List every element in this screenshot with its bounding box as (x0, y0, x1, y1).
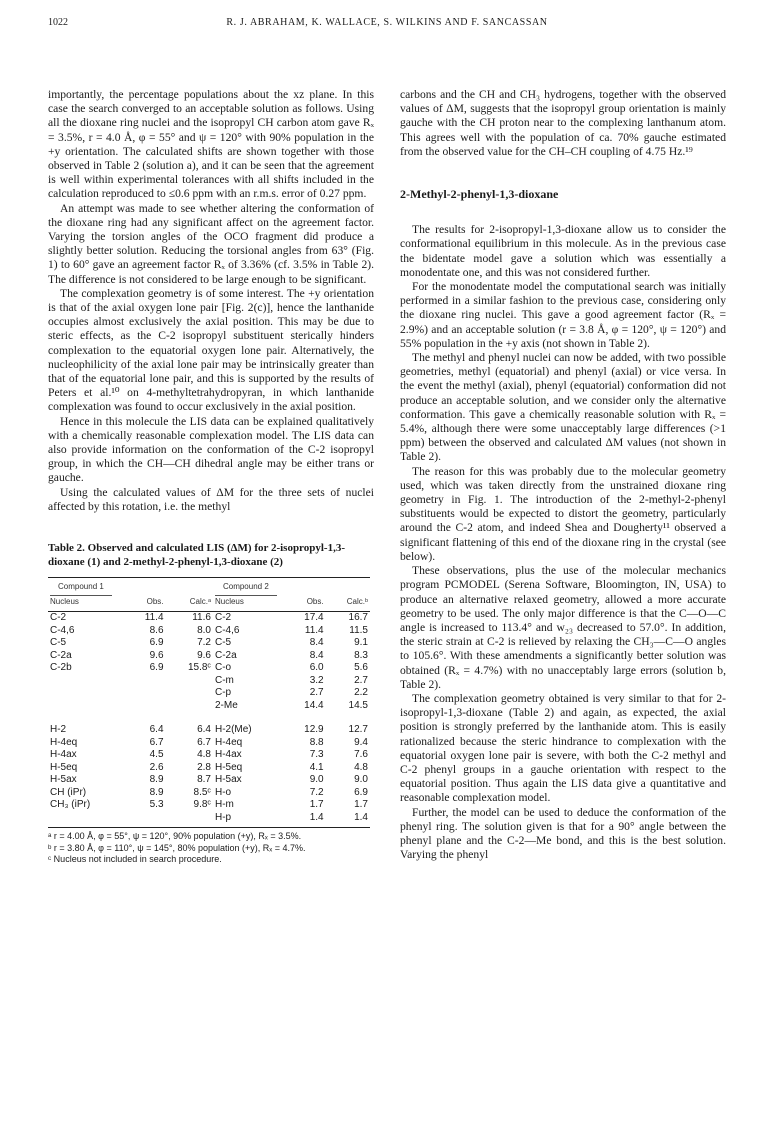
paragraph: Further, the model can be used to deduce the conformation of the phenyl ring. The solution given is that for a 90° angle between the phenyl plane and the C-2—Me bond, and this is the best solution. Varying the phenyl (400, 805, 726, 862)
table-cell: H-5eq (214, 761, 243, 773)
column-header: Calc.ᵃ (166, 596, 213, 612)
table-cell (48, 687, 126, 700)
table-cell: 8.8 (309, 736, 324, 748)
paragraph: The results for 2-isopropyl-1,3-dioxane allow us to consider the conformational equilibrium in this molecule. As in the previous case the bidentate model gave a solution which was essentially a monodentate one, and this was not considered further. (400, 223, 726, 279)
table-cell: 8.4 (309, 649, 324, 661)
section-heading: 2-Methyl-2-phenyl-1,3-dioxane (400, 187, 559, 202)
table-cell: C-2a (50, 649, 72, 661)
table-cell: C-2a (214, 649, 237, 661)
column-header: Calc.ᵇ (326, 596, 370, 612)
table-cell: H-p (213, 812, 284, 828)
table-cell: 4.8 (197, 749, 211, 761)
table-cell: 8.4 (309, 637, 324, 649)
table-cell: 1.7 (354, 799, 368, 811)
table-cell: 2.6 (149, 761, 164, 773)
table-row (48, 812, 370, 828)
table-cell (48, 675, 126, 688)
table-cell: 7.2 (197, 637, 211, 649)
paragraph: An attempt was made to see whether altering the conformation of the dioxane ring had any significant affect on the agreement factor. Varying the torsion angles of the OCO fragment did produce a slightly better solution. Reducing the torsional angles from 63° (Fig. 1) to 60° gave an agreement factor Rₓ of 3.36% (cf. 3.5% in Table 2). The difference is not considered to be large enough to be significant. (48, 201, 374, 286)
lis-table (48, 577, 370, 828)
table-cell: H-4eq (50, 736, 78, 748)
table-row (48, 799, 370, 812)
table-cell: C-4,6 (214, 624, 240, 636)
table-cell: 2.8 (197, 761, 211, 773)
table-row (48, 650, 370, 663)
page-number: 1022 (48, 17, 68, 28)
table-cell: 9.1 (354, 637, 368, 649)
table-cell: 6.7 (197, 736, 211, 748)
table-2 (48, 542, 374, 866)
paragraph: carbons and the CH and CH₃ hydrogens, together with the observed values of ΔM, suggests that the isopropyl group orientation is mainly gauche with the CH proton near to the complexing lanthanum atom. This agrees well with the population of ca. 70% gauche estimated from the observed value for the CH–CH coupling of 4.75 Hz.¹⁹ (400, 88, 726, 158)
table-cell: 4.8 (354, 761, 368, 773)
group-header-compound-1: Compound 1 (50, 581, 112, 596)
table-cell: 7.2 (309, 786, 324, 798)
table-cell (126, 812, 166, 828)
paragraph: The reason for this was probably due to the molecular geometry used, which was taken directly from the unstrained dioxane ring geometry in Fig. 1. The introduction of the 2-methyl-2-phenyl substituents would be expected to distort the geometry, particularly around the C-2 atom, and indeed Shea and Dougherty¹¹ observed a significant flattening of this end of the dioxane ring in the crystal (see below). (400, 464, 726, 563)
table-cell: C-5 (214, 637, 232, 649)
table-row (48, 774, 370, 787)
paragraph: The complexation geometry is of some interest. The +y orientation is that of the axial oxygen lone pair [Fig. 2(c)], hence the lanthanide occupies almost exclusively the axial position. This may be due to steric effects, as the C-2 isopropyl substituent sterically hinders complexation to the equatorial oxygen lone pair. Alternatively, the nucleophilicity of the axial lone pair may be intrinsically greater than that of the equatorial lone pair, and this is supported by the results of Peters et al.¹⁰ on 4-methyltetrahydropyran, in which lanthanide complexation was found to occur exclusively in the axial position. (48, 286, 374, 414)
table-row (48, 749, 370, 762)
right-column (400, 88, 726, 862)
table-cell: 17.4 (304, 612, 324, 624)
table-cell: C-2 (214, 612, 232, 624)
table-cell: 8.9 (149, 786, 164, 798)
table-cell: 2.7 (309, 687, 324, 699)
paragraph: The complexation geometry obtained is very similar to that for 2-isopropyl-1,3-dioxane (Table 2) and again, as expected, the axial position is strongly preferred by the lanthanide atom. This is easily rationalized because the steric hindrance to complexation with the equatorial oxygen lone pair is severe, with both the C-2 methyl and C-2 phenyl groups in a gauche orientation with respect to the equatorial position. Thus again the LIS data give a quantitative and reasonable complexation model. (400, 691, 726, 805)
table-footnotes (48, 831, 374, 866)
table-cell: C-2 (50, 612, 67, 624)
table-cell: H-m (214, 799, 234, 811)
table-cell (48, 700, 126, 713)
left-column (48, 88, 374, 866)
page-header (48, 17, 726, 33)
column-header: Obs. (126, 596, 166, 612)
table-cell: H-4ax (50, 749, 77, 761)
table-cell: 1.4 (326, 812, 370, 828)
table-cell (126, 687, 166, 700)
table-cell (166, 687, 213, 700)
table-footnote: ᵃ r = 4.00 Å, φ = 55°, ψ = 120°, 90% population (+y), Rₓ = 3.5%. (48, 831, 302, 842)
table-row (48, 737, 370, 750)
table-cell: 8.5ᶜ (193, 786, 211, 798)
table-cell: 14.5 (348, 699, 368, 711)
table-cell: 3.2 (309, 674, 324, 686)
table-cell: 6.4 (149, 724, 164, 736)
table-cell: 6.0 (309, 662, 324, 674)
table-cell: CH₃ (iPr) (50, 799, 91, 811)
table-row (48, 637, 370, 650)
table-cell: C-m (214, 674, 234, 686)
table-caption-label: Table 2. (48, 542, 85, 555)
table-cell: H-5ax (50, 774, 77, 786)
table-cell: 8.9 (149, 774, 164, 786)
table-cell: 6.9 (149, 637, 164, 649)
table-cell: 9.0 (309, 774, 324, 786)
column-header: Nucleus (48, 596, 126, 612)
table-caption (48, 542, 374, 569)
table-cell: 2.7 (354, 674, 368, 686)
table-cell (126, 675, 166, 688)
table-cell: H-5ax (214, 774, 242, 786)
table-cell (166, 675, 213, 688)
paragraph: These observations, plus the use of the molecular mechanics program PCMODEL (Serena Software, Bloomington, IN, USA) to produce an alternative relaxed geometry, allowed a more accurate geometry to be used. The only major difference is that the C—O—C angle is increased to 113.4° and w₂₃ decreased to 57.0°. In addition, the steric strain at C-2 is relieved by relaxing the CH₃—C—O angles to 105.6°. With these amendments a significantly better solution was obtained (Rₓ = 4.7%) with no unacceptably large errors (solution b, Table 2). (400, 564, 726, 691)
table-cell: 11.6 (192, 612, 211, 624)
column-header: Nucleus (213, 596, 284, 612)
paragraph: For the monodentate model the computational search was initially performed in a similar fashion to the previous case, considering only the dioxane ring nuclei. This gave a good agreement factor (Rₓ = 2.9%) and an acceptable solution (r = 3.8 Å, φ = 120°, ψ = 120°) and 55% population in the +y axis (not shown in Table 2). (400, 280, 726, 350)
table-cell: 15.8ᶜ (187, 662, 211, 674)
table-cell: 6.7 (149, 736, 164, 748)
table-cell: 4.5 (149, 749, 164, 761)
table-cell: H-5eq (50, 761, 78, 773)
table-cell: 6.9 (149, 662, 164, 674)
table-row (48, 625, 370, 638)
paragraph: importantly, the percentage populations about the xz plane. In this case the search converged to an acceptable solution as follows. Using all the dioxane ring nuclei and the isopropyl CH carbon atom gave Rₓ = 3.5%, r = 4.0 Å, φ = 55° and ψ = 120° with 90% population in the +y orientation. The calculated shifts are shown together with those observed in Table 2 (solution a), and it can be seen that the agreement is well within experimental tolerances with all shifts included in the calculation reproduced to ≤0.6 ppm with an r.m.s. error of 0.27 ppm. (48, 88, 374, 201)
table-cell: 11.5 (349, 624, 368, 636)
table-cell: 9.6 (149, 649, 164, 661)
table-cell: 5.3 (149, 799, 164, 811)
table-cell: C-2b (50, 662, 72, 674)
table-cell: 1.4 (284, 812, 325, 828)
table-cell: 7.3 (309, 749, 324, 761)
table-cell: 14.4 (304, 699, 324, 711)
table-cell: 1.7 (309, 799, 324, 811)
table-cell: 8.6 (149, 624, 164, 636)
table-cell: 2-Me (214, 699, 238, 711)
table-cell: 6.9 (354, 786, 368, 798)
table-cell: 12.9 (304, 724, 324, 736)
table-row (48, 687, 370, 700)
table-cell: 5.6 (354, 662, 368, 674)
table-cell (126, 700, 166, 713)
table-cell: 12.7 (348, 724, 368, 736)
table-row (48, 612, 370, 625)
table-cell: H-2(Me) (214, 724, 252, 736)
table-cell: C-o (214, 662, 232, 674)
paragraph: The methyl and phenyl nuclei can now be added, with two possible geometries, methyl (equatorial) and phenyl (axial) or vice versa. In the event the methyl (axial), phenyl (equatorial) conformation did not produce an acceptable solution, and we consider only the alternative conformation. This gave a chemically reasonable solution with Rₓ = 5.4%, although there were some unacceptably large differences (>1 ppm) between the observed and calculated ΔM values (not shown in Table 2). (400, 351, 726, 464)
table-cell: 9.6 (197, 649, 211, 661)
table-cell: H-4ax (214, 749, 242, 761)
table-cell: 8.3 (354, 649, 368, 661)
table-cell: 9.4 (354, 736, 368, 748)
table-cell: H-4eq (214, 736, 243, 748)
table-cell: 4.1 (309, 761, 324, 773)
table-row (48, 662, 370, 675)
table-cell (166, 812, 213, 828)
table-cell: 6.4 (197, 724, 211, 736)
table-row (48, 787, 370, 800)
table-footnote: ᵇ r = 3.80 Å, φ = 110°, ψ = 145°, 80% population (+y), Rₓ = 4.7%. (48, 842, 306, 853)
table-cell: 7.6 (354, 749, 368, 761)
table-cell: 9.8ᶜ (193, 799, 211, 811)
table-footnote: ᶜ Nucleus not included in search procedure. (48, 854, 222, 865)
table-cell: 16.7 (348, 612, 368, 624)
table-row (48, 700, 370, 713)
table-cell (166, 700, 213, 713)
table-cell: 11.4 (144, 612, 164, 624)
paragraph: Using the calculated values of ΔM for the three sets of nuclei affected by this rotation, i.e. the methyl (48, 485, 374, 513)
table-cell: 8.0 (197, 624, 211, 636)
table-cell: H-2 (50, 724, 67, 736)
table-row (48, 724, 370, 737)
table-cell: CH (iPr) (50, 786, 87, 798)
table-cell: C-4,6 (50, 624, 75, 636)
table-cell: C-5 (50, 637, 67, 649)
table-cell: C-p (214, 687, 232, 699)
table-caption-text: Observed and calculated LIS (ΔM) for 2-isopropyl-1,3-dioxane (1) and 2-methyl-2-phenyl-1,3-dioxane (2) (48, 542, 345, 568)
table-cell: H-o (214, 786, 232, 798)
paragraph: Hence in this molecule the LIS data can be explained qualitatively with a chemically reasonable complexation model. The LIS data can also provide information on the conformation of the C-2 isopropyl group, in which the CH—CH dihedral angle may be either trans or gauche. (48, 414, 374, 485)
table-row (48, 675, 370, 688)
table-cell (48, 812, 126, 828)
table-cell: 8.7 (197, 774, 211, 786)
table-cell: 11.4 (304, 624, 324, 636)
table-row (48, 762, 370, 775)
group-header-compound-2: Compound 2 (215, 581, 277, 596)
column-header: Obs. (284, 596, 325, 612)
running-title: R. J. ABRAHAM, K. WALLACE, S. WILKINS AND F. SANCASSAN (226, 17, 548, 28)
table-cell: 9.0 (354, 774, 368, 786)
table-cell: 2.2 (354, 687, 368, 699)
